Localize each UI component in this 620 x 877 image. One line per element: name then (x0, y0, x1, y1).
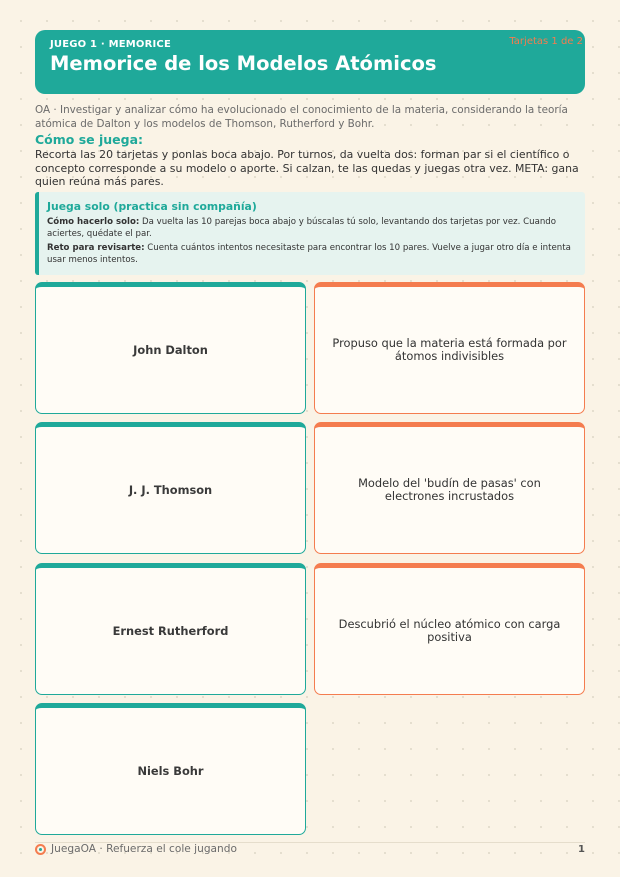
memory-card-definition[interactable] (314, 422, 585, 554)
memory-card-term[interactable] (35, 282, 306, 414)
page-footer (35, 842, 585, 855)
solo-play-box (35, 192, 585, 275)
page-number: 1 (578, 844, 585, 855)
card-text: Ernest Rutherford (112, 624, 229, 638)
howto-text: Recorta las 20 tarjetas y ponlas boca abajo. Por turnos, da vuelta dos: forman par si el científico o concepto corresponde a su modelo o aporte. Si calzan, te las quedas y juegas otra vez. META: gana quien reúna más pares. (35, 148, 579, 188)
card-text: John Dalton (133, 343, 208, 357)
cards-page-badge: Tarjetas 1 de 2 (509, 36, 583, 47)
card-text: J. J. Thomson (128, 483, 213, 497)
solo-how-line (47, 216, 575, 240)
memory-card-term[interactable] (35, 563, 306, 695)
solo-review-text: Cuenta cuántos intentos necesitaste para encontrar los 10 pares. Vuelve a jugar otro día e intenta usar menos intentos. (47, 243, 571, 265)
solo-review-line (47, 242, 575, 266)
memory-card-definition[interactable] (314, 563, 585, 695)
page-title: Memorice de los Modelos Atómicos (50, 52, 437, 75)
card-text: Propuso que la materia está formada por átomos indivisibles (332, 336, 567, 363)
brand-logo-icon (35, 844, 46, 855)
solo-review-label: Reto para revisarte: (47, 243, 145, 253)
solo-how-label: Cómo hacerlo solo: (47, 217, 140, 227)
howto-heading: Cómo se juega: (35, 132, 144, 147)
memory-card-term[interactable] (35, 703, 306, 835)
solo-how-text: Da vuelta las 10 parejas boca abajo y búscalas tú solo, levantando dos tarjetas por vez. Cuando aciertes, quédate el par. (47, 217, 557, 239)
memory-card-definition[interactable] (314, 282, 585, 414)
solo-heading: Juega solo (practica sin compañía) (47, 200, 257, 213)
card-text: Niels Bohr (137, 764, 204, 778)
card-text: Descubrió el núcleo atómico con carga positiva (338, 617, 561, 644)
learning-objective: OA · Investigar y analizar cómo ha evolucionado el conocimiento de la materia, considerando la teoría atómica de Dalton y los modelos de Thomson, Rutherford y Bohr. (35, 104, 568, 130)
card-text: Modelo del 'budín de pasas' con electrones incrustados (358, 476, 541, 503)
footer-brand: JuegaOA · Refuerza el cole jugando (51, 843, 237, 855)
memory-card-term[interactable] (35, 422, 306, 554)
page-header (35, 30, 585, 94)
game-kicker: JUEGO 1 · MEMORICE (50, 39, 172, 50)
